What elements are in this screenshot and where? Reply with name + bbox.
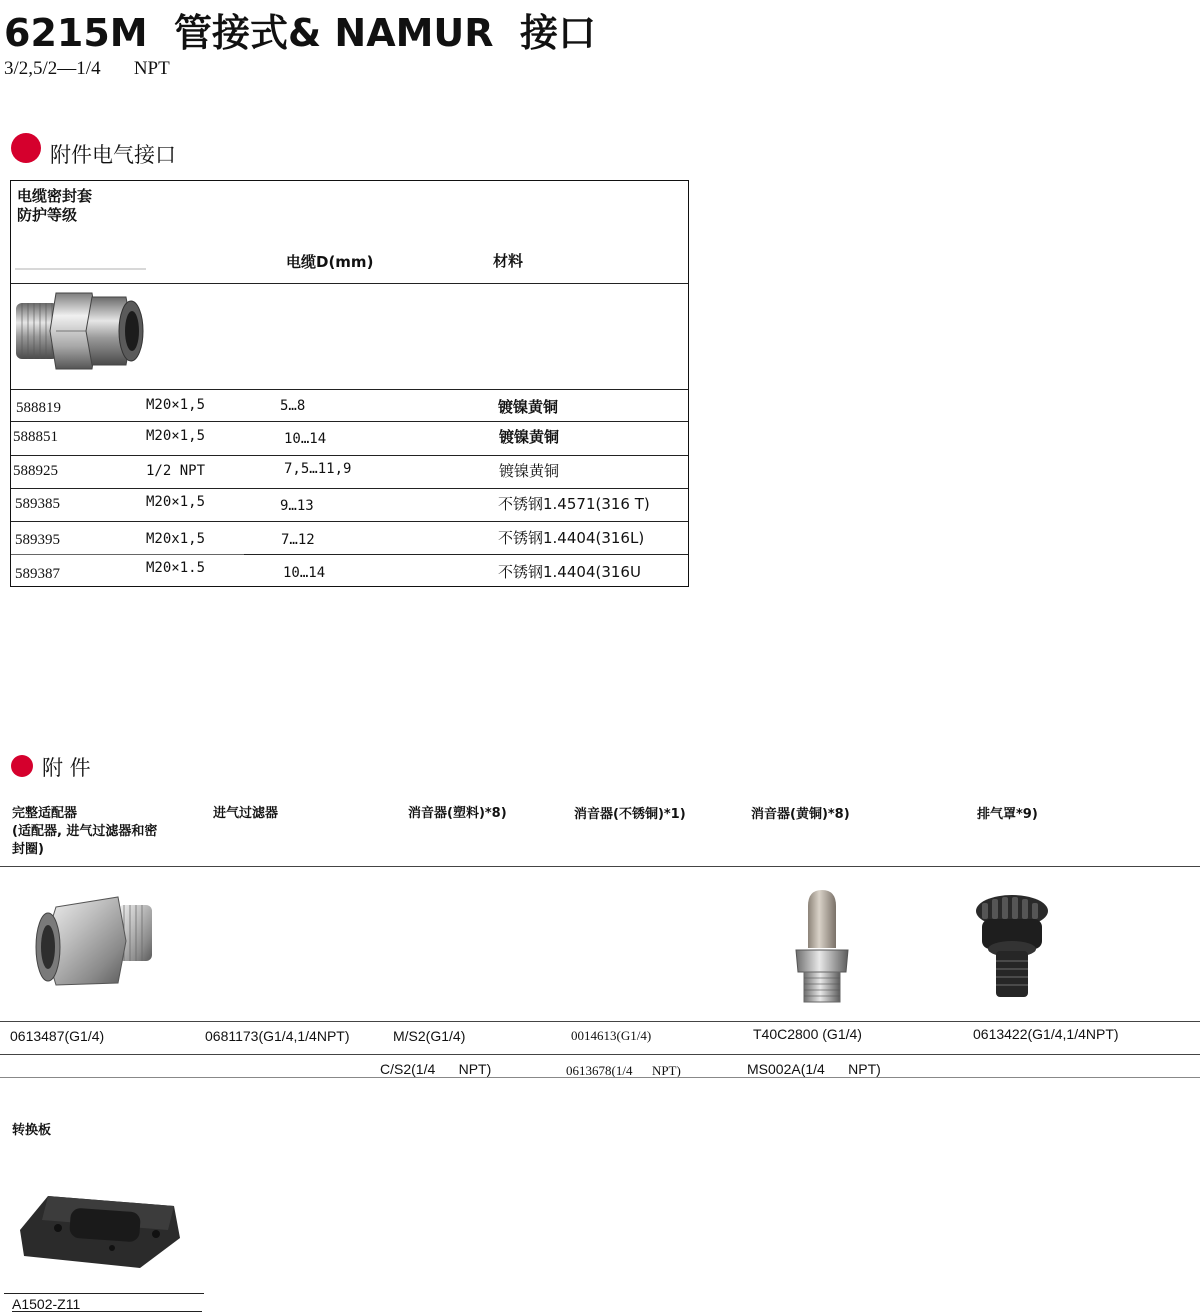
table-rule [11, 283, 688, 284]
row-thread: M20×1,5 [146, 428, 206, 444]
table-rule [11, 421, 688, 422]
acc-code-silencer-stainless: 0014613(G1/4) [571, 1028, 652, 1043]
header-cable-gland: 电缆密封套 [17, 187, 93, 205]
row-range: 10…14 [283, 565, 326, 581]
acc-header-inlet-filter: 进气过滤器 [213, 806, 279, 821]
adapter-image [34, 893, 158, 989]
row-range: 7,5…11,9 [284, 461, 352, 477]
row-material: 镀镍黄铜 [499, 462, 560, 480]
row-code: 588819 [16, 400, 61, 416]
acc-rule [0, 1054, 1200, 1055]
row-range: 5…8 [280, 398, 306, 414]
plate-rule [4, 1293, 204, 1294]
section-title-accessories: 附 件 [42, 756, 91, 780]
section-bullet-icon [11, 755, 33, 777]
row-material: 不锈钢1.4404(316L) [498, 529, 645, 547]
acc-code-adapter: 0613487(G1/4) [10, 1028, 105, 1044]
row-material: 不锈钢1.4571(316 T) [498, 495, 650, 513]
cable-gland-image [14, 291, 144, 371]
acc-header-adapter: 完整适配器 (适配器, 进气过滤器和密 封圈) [12, 806, 158, 857]
table-rule [11, 488, 688, 489]
section-title-electrical: 附件电气接口 [50, 143, 176, 167]
acc-rule [0, 1077, 1200, 1078]
section-bullet-icon [11, 133, 41, 163]
acc-rule [0, 866, 1200, 867]
row-code: 589395 [15, 532, 60, 548]
acc-code-silencer-brass-npt: MS002A(1/4 NPT) [747, 1061, 881, 1077]
brass-silencer-image [792, 888, 852, 1008]
acc-rule [0, 1021, 1200, 1022]
header-divider [15, 268, 146, 270]
acc-header-silencer-plastic: 消音器(塑料)*8) [408, 806, 507, 821]
header-cable-diameter: 电缆D(mm) [286, 253, 374, 271]
row-code: 589387 [15, 566, 60, 582]
row-thread: M20×1,5 [146, 494, 206, 510]
row-code: 588925 [13, 463, 58, 479]
row-range: 10…14 [284, 431, 327, 447]
acc-code-inlet-filter: 0681173(G1/4,1/4NPT) [205, 1028, 350, 1044]
row-code: 588851 [13, 429, 58, 445]
header-protection-class: 防护等级 [17, 206, 78, 224]
electrical-table [10, 180, 689, 587]
acc-header-silencer-brass: 消音器(黄铜)*8) [751, 807, 850, 822]
row-thread: M20×1,5 [146, 397, 206, 413]
row-thread: 1/2 NPT [146, 463, 206, 479]
page-title: 6215M 管接式& NAMUR 接口 [4, 11, 597, 55]
header-material: 材料 [493, 252, 524, 270]
acc-code-silencer-plastic-npt: C/S2(1/4 NPT) [380, 1061, 492, 1077]
row-thread: M20x1,5 [146, 531, 206, 547]
acc-code-silencer-brass: T40C2800 (G1/4) [753, 1026, 862, 1042]
acc-code-silencer-plastic: M/S2(G1/4) [393, 1028, 466, 1044]
row-thread: M20×1.5 [146, 560, 206, 576]
row-material: 镀镍黄铜 [499, 428, 560, 446]
row-material: 不锈钢1.4404(316U [498, 563, 641, 581]
exhaust-cover-image [974, 893, 1050, 1001]
row-material: 镀镍黄铜 [498, 398, 559, 416]
acc-code-silencer-stainless-npt: 0613678(1/4 NPT) [566, 1063, 681, 1078]
acc-header-exhaust-cover: 排气罩*9) [977, 807, 1038, 822]
table-rule [11, 521, 688, 522]
table-rule [11, 455, 688, 456]
plate-rule [12, 1311, 202, 1312]
row-range: 7…12 [281, 532, 315, 548]
adapter-plate-image [18, 1190, 182, 1272]
acc-code-exhaust-cover: 0613422(G1/4,1/4NPT) [973, 1026, 1119, 1042]
plate-code: A1502-Z11 [12, 1296, 81, 1312]
row-range: 9…13 [280, 498, 314, 514]
acc-header-silencer-stainless: 消音器(不锈铜)*1) [574, 807, 686, 822]
row-mark [11, 554, 244, 555]
plate-title: 转换板 [12, 1123, 52, 1138]
row-code: 589385 [15, 496, 60, 512]
table-rule [11, 389, 688, 390]
page-subtitle: 3/2,5/2—1/4 NPT [4, 58, 170, 79]
